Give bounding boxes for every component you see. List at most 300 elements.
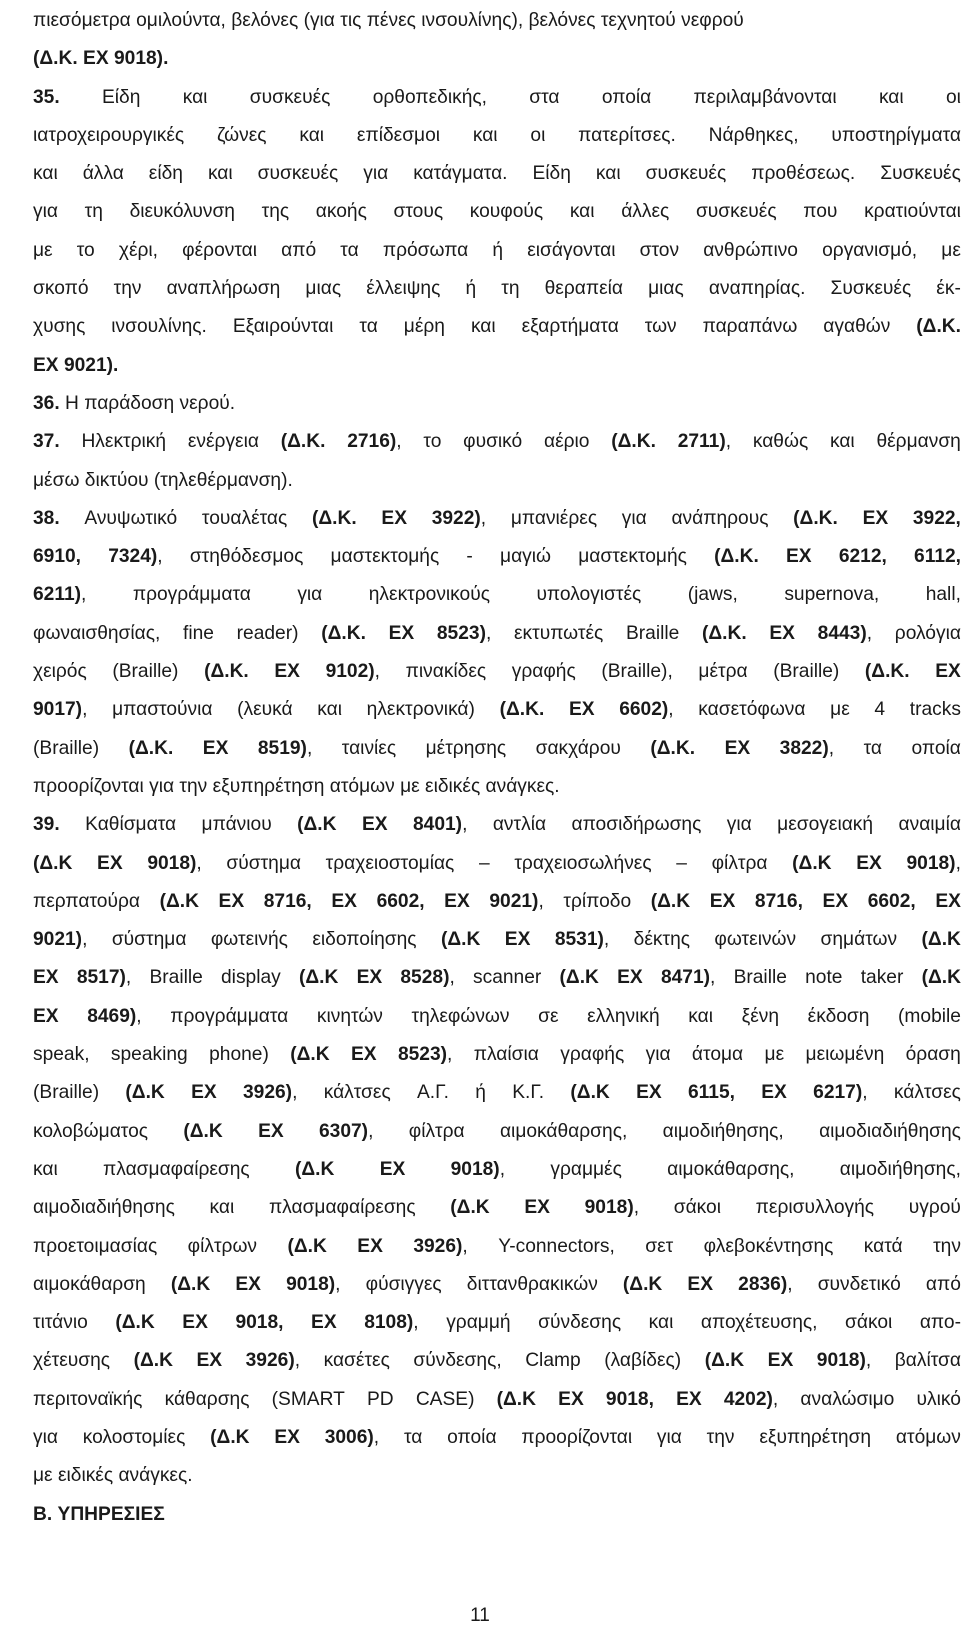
word: γραφής [560,1044,625,1066]
word: ΕΧ [350,1044,377,1066]
document-body [33,2,961,1534]
word: άτομα [691,1044,744,1066]
word: ΕΧ [524,1197,550,1219]
text-line [33,998,961,1036]
word: από [925,1273,961,1295]
word: ΕΧ [862,507,889,529]
word: βελόνες [231,10,299,31]
word: και [569,201,595,223]
word: ΕΧ [786,546,812,568]
word: (Δ.Κ. [650,737,696,759]
word: ανάπηρους [671,507,769,529]
word: φλεβοκέντησης [703,1235,834,1257]
word: (Δ.Κ [704,1350,745,1372]
word: ΕΧ [218,890,245,912]
word: συσκευές [695,201,777,223]
word: 8716, [263,890,312,912]
word: ΕΧ [676,1388,702,1410]
word: (Δ.Κ [290,1044,330,1066]
word: 35. [33,86,60,108]
word: (Δ.Κ [183,1120,223,1142]
word: την [179,775,208,797]
text-line [33,1304,961,1342]
word: ΕΧ [856,852,882,874]
word: χειρός [33,661,87,683]
word: ταινίες [341,737,397,759]
word: σκοπό [33,278,89,300]
word: μαγιώ [500,546,552,568]
text-line [33,1419,961,1457]
word: ΕΧ [274,1426,300,1448]
word: taker [860,967,904,989]
text-line [33,385,961,423]
word: φυσικό [463,431,523,453]
page-number: 11 [470,1605,490,1626]
word: σετ [645,1235,674,1257]
word: (Δ.Κ. [864,661,910,683]
word: ατόμων [329,775,395,797]
word: ΕΧ [769,622,795,644]
word: τα [403,1426,423,1448]
text-line [33,1228,961,1266]
word: ξένη [741,1005,780,1027]
word: σάκοι [845,1312,893,1334]
word: 6217), [813,1082,868,1104]
word: (Δ.Κ [287,1235,327,1257]
word: 8471), [660,967,716,989]
word: - [466,546,473,568]
word: fine [183,622,214,644]
word: 2716), [347,431,402,453]
word: 8531), [554,929,610,951]
word: τα [340,239,359,261]
word: ΕΧ [822,890,849,912]
text-line [33,1113,961,1151]
word: αποσιδήρωσης [571,814,702,836]
word: αναπλήρωση [166,278,281,300]
word: δέκτης [633,929,690,951]
text-line [33,1457,961,1495]
word: για [33,1426,58,1448]
word: Braille [733,967,787,989]
word: κάλτσες [323,1082,391,1104]
word: ανάγκες. [118,1465,193,1487]
word: (Δ.Κ. [128,737,174,759]
word: Clamp [525,1350,581,1372]
word: φωτεινής [210,929,288,951]
word: φίλτρα [408,1120,465,1142]
word: που [803,201,838,223]
word: νεφρού [681,10,744,31]
word: 9017), [33,699,88,721]
word: ΕΧ [83,48,109,70]
word: ΕΧ [235,1273,261,1295]
word: κατάγματα. [413,163,508,185]
word: ηλεκτρονικά) [366,699,475,721]
word: 8517), [76,967,132,989]
word: άλλες [621,201,670,223]
word: (Δ.Κ. [701,622,747,644]
word: ΕΧ [356,967,383,989]
word: ΕΧ [191,1082,217,1104]
text-line [33,155,961,193]
word: 9018). [114,48,169,70]
word: (SMART [271,1388,345,1410]
text-line [33,117,961,155]
word: από [281,239,317,261]
word: για [621,507,647,529]
text-line [33,347,961,385]
text-line [33,615,961,653]
word: στηθόδεσμος [189,546,304,568]
word: ΕΧ [568,699,595,721]
word: συσκευές [645,163,727,185]
word: – [676,852,687,874]
word: περιτοναϊκής [33,1388,143,1410]
text-line [33,845,961,883]
word: τιτάνιο [33,1312,88,1334]
word: 8401), [412,814,468,836]
word: ορθοπεδικής, [372,86,487,108]
word: Β. [33,1503,53,1525]
word: στους [393,201,444,223]
word: (Δ.Κ [298,967,339,989]
word: σάκοι [673,1197,721,1219]
word: σε [538,1005,559,1027]
word: εξυπηρέτηση [759,1426,872,1448]
word: μέτρα [698,661,748,683]
word: οποία [447,1426,497,1448]
word: στον [639,239,680,261]
word: (Δ.Κ. [499,699,545,721]
word: σύστημα [226,852,301,874]
word: (jaws, [687,584,738,606]
word: τουαλέτας [201,507,288,529]
word: με [33,1465,53,1487]
word: της [261,201,290,223]
word: τηλεφώνων [411,1005,510,1027]
word: πατερίτσες. [578,124,676,146]
word: με [830,699,850,721]
word: κινητών [316,1005,383,1027]
word: Η [65,392,79,414]
word: note [805,967,843,989]
word: Νάρθηκες, [708,124,799,146]
word: ΕΧ [558,1388,584,1410]
word: ΕΧ [709,890,736,912]
word: προγράμματα [132,584,251,606]
word: θεραπεία [544,278,623,300]
word: ρολόγια [894,622,961,644]
word: μπανιέρες [510,507,598,529]
word: και [182,86,208,108]
word: ΕΧ [33,967,59,989]
word: ομιλούντα, [136,10,226,31]
word: προορίζονται [521,1426,633,1448]
word: το [423,431,442,453]
word: 8108), [364,1312,419,1334]
word: scanner [473,967,542,989]
text-line [33,768,961,806]
word: αγαθών [823,316,891,338]
word: (Δ.Κ [450,1197,490,1219]
word: υπολογιστές [536,584,642,606]
word: περπατούρα [33,890,140,912]
word: ινσουλίνης. [111,316,207,338]
text-line [33,270,961,308]
word: PD [367,1388,394,1410]
word: (Δ.Κ [921,967,961,989]
word: για [363,163,389,185]
word: πένες [366,10,416,31]
word: ΕΧ [617,967,643,989]
word: φέρονται [182,239,257,261]
word: speaking [110,1044,188,1066]
word: ακοής [315,201,367,223]
word: (Δ.Κ [133,1350,173,1372]
word: ή [465,278,477,300]
word: (Braille) [773,661,840,683]
word: 6115, [687,1082,735,1104]
text-line [33,193,961,231]
word: τεχνητού [600,10,676,31]
word: 39. [33,814,60,836]
word: φίλτρα [711,852,768,874]
word: οποία [911,737,961,759]
text-line [33,462,961,500]
word: στα [529,86,560,108]
word: 9018, [235,1312,284,1334]
text-line [33,79,961,117]
word: και [595,163,621,185]
word: (Braille), [601,661,673,683]
word: σύστημα [111,929,187,951]
word: σύνδεσης, [413,1350,502,1372]
word: 6212, [838,546,887,568]
word: μεσογειακή [777,814,874,836]
word: ειδοποίησης [312,929,417,951]
word: ΕΧ [935,661,961,683]
word: έκ- [936,278,961,300]
word: (Δ.Κ. [204,661,249,683]
word: ΕΧ [935,890,961,912]
word: ΕΧ [379,1158,406,1180]
word: (Δ.Κ. [916,316,961,338]
word: και [878,86,904,108]
word: τα [863,737,882,759]
text-line [33,1074,961,1112]
word: φύσιγγες [365,1273,442,1295]
word: σακχάρου [535,737,621,759]
text-line [33,1496,961,1534]
word: μιας [305,278,342,300]
word: ανάγκες. [485,775,560,797]
word: μπάνιου [201,814,272,836]
word: ΕΧ [687,1273,714,1295]
word: speak, [33,1044,90,1066]
word: ΕΧ [724,737,751,759]
word: 9018), [147,852,202,874]
word: ανθρώπινο [703,239,798,261]
word: tracks [909,699,961,721]
word: μειωμένη [805,1044,885,1066]
word: προετοιμασίας [33,1235,158,1257]
word: ΕΧ [381,507,407,529]
word: ηλεκτρονικούς [368,584,490,606]
word: 8523), [397,1044,453,1066]
word: 6602, [376,890,425,912]
word: 6307), [319,1120,374,1142]
word: (Δ.Κ [622,1273,663,1295]
word: (Δ.Κ. [793,507,838,529]
word: κολοβώματος [33,1120,149,1142]
word: ΕΧ [196,1350,223,1372]
word: (Δ.Κ. [714,546,759,568]
word: γραμμή [446,1312,511,1334]
word: (Δ.Κ [559,967,599,989]
word: και [207,163,233,185]
text-line [33,1189,961,1227]
word: υλικό [916,1388,961,1410]
text-line [33,1342,961,1380]
word: φωτεινών [714,929,797,951]
word: γραφής [511,661,576,683]
word: εξαρτήματα [521,316,619,338]
word: περισυλλογής [755,1197,875,1219]
word: (Δ.Κ [210,1426,250,1448]
word: Καθίσματα [85,814,177,836]
word: 9102), [325,661,381,683]
word: Ανυψωτικό [84,507,178,529]
word: Braille [149,967,203,989]
word: ινσουλίνης), [421,10,524,31]
text-line [33,1381,961,1419]
word: τη [501,278,520,300]
word: 8716, [754,890,803,912]
word: (Braille) [33,737,100,759]
word: για [726,814,752,836]
word: οποία [601,86,652,108]
word: 4 [874,699,886,721]
word: μαστεκτομής [578,546,687,568]
word: 3926), [245,1350,301,1372]
word: αιμοδιήθησης, [839,1158,961,1180]
word: ελληνική [587,1005,660,1027]
word: ΕΧ [182,1312,208,1334]
word: και [470,316,496,338]
word: 9018, [605,1388,654,1410]
word: 9021), [489,890,544,912]
word: υποστηρίγματα [831,124,961,146]
word: 6910, [33,546,82,568]
word: αέριο [543,431,590,453]
word: (λευκά [237,699,293,721]
word: 8528), [400,967,455,989]
word: με [941,239,961,261]
word: γραμμές [550,1158,622,1180]
word: συνδετικό [817,1273,901,1295]
word: αιμοκάθαρση [33,1273,146,1295]
word: για [656,1426,682,1448]
word: (Δ.Κ [115,1312,155,1334]
word: (Δ.Κ [170,1273,211,1295]
word: την [113,278,142,300]
word: την [933,1235,961,1257]
word: ενέργεια [187,431,259,453]
word: χέτευσης [33,1350,111,1372]
word: και [648,1312,674,1334]
word: προγράμματα [170,1005,289,1027]
text-line [33,1036,961,1074]
word: και [829,431,855,453]
word: Y-connectors, [498,1235,615,1257]
word: ζώνες [216,124,267,146]
word: ΕΧ [357,1235,383,1257]
word: πλασμαφαίρεσης [103,1158,250,1180]
word: οργανισμό, [822,239,918,261]
word: άλλα [82,163,124,185]
word: ΕΧ [761,1082,787,1104]
word: εισάγονται [527,239,616,261]
word: αναιμία [898,814,961,836]
word: αναλώσιμο [800,1388,895,1410]
word: βελόνες [528,10,596,31]
word: (για [303,10,335,31]
word: όραση [905,1044,961,1066]
word: πιεσόμετρα [33,10,131,31]
word: (λαβίδες) [604,1350,682,1372]
word: κατά [863,1235,903,1257]
word: 3006), [324,1426,380,1448]
word: ΕΧ [767,1350,794,1372]
word: και [299,124,325,146]
word: (Δ.Κ [33,852,73,874]
text-line [33,691,961,729]
word: παραπάνω [702,316,798,338]
word: τη [84,201,103,223]
text-line [33,883,961,921]
word: (Δ.Κ [295,1158,335,1180]
word: και [209,1197,235,1219]
word: για [33,201,58,223]
word: Συσκευές [880,163,961,185]
word: θέρμανση [876,431,961,453]
word: αντλία [492,814,547,836]
word: κουφούς [469,201,544,223]
word: ειδικές [57,1465,114,1487]
text-line [33,921,961,959]
word: πλαίσια [473,1044,539,1066]
word: 9018), [906,852,961,874]
word: 3822), [779,737,835,759]
word: οι [945,86,961,108]
word: 9018), [816,1350,872,1372]
word: την [706,1426,735,1448]
word: κασέτες [323,1350,390,1372]
word: φίλτρων [187,1235,258,1257]
word: reader) [236,622,299,644]
word: 6602), [619,699,674,721]
word: (Δ.Κ [921,929,961,951]
word: 3922, [912,507,961,529]
word: φωναισθησίας, [33,622,161,644]
word: ιατροχειρουργικές [33,124,185,146]
word: ΕΧ [202,737,229,759]
word: Είδη [532,163,571,185]
word: (Braille) [112,661,179,683]
word: 38. [33,507,60,529]
word: – [478,852,490,874]
